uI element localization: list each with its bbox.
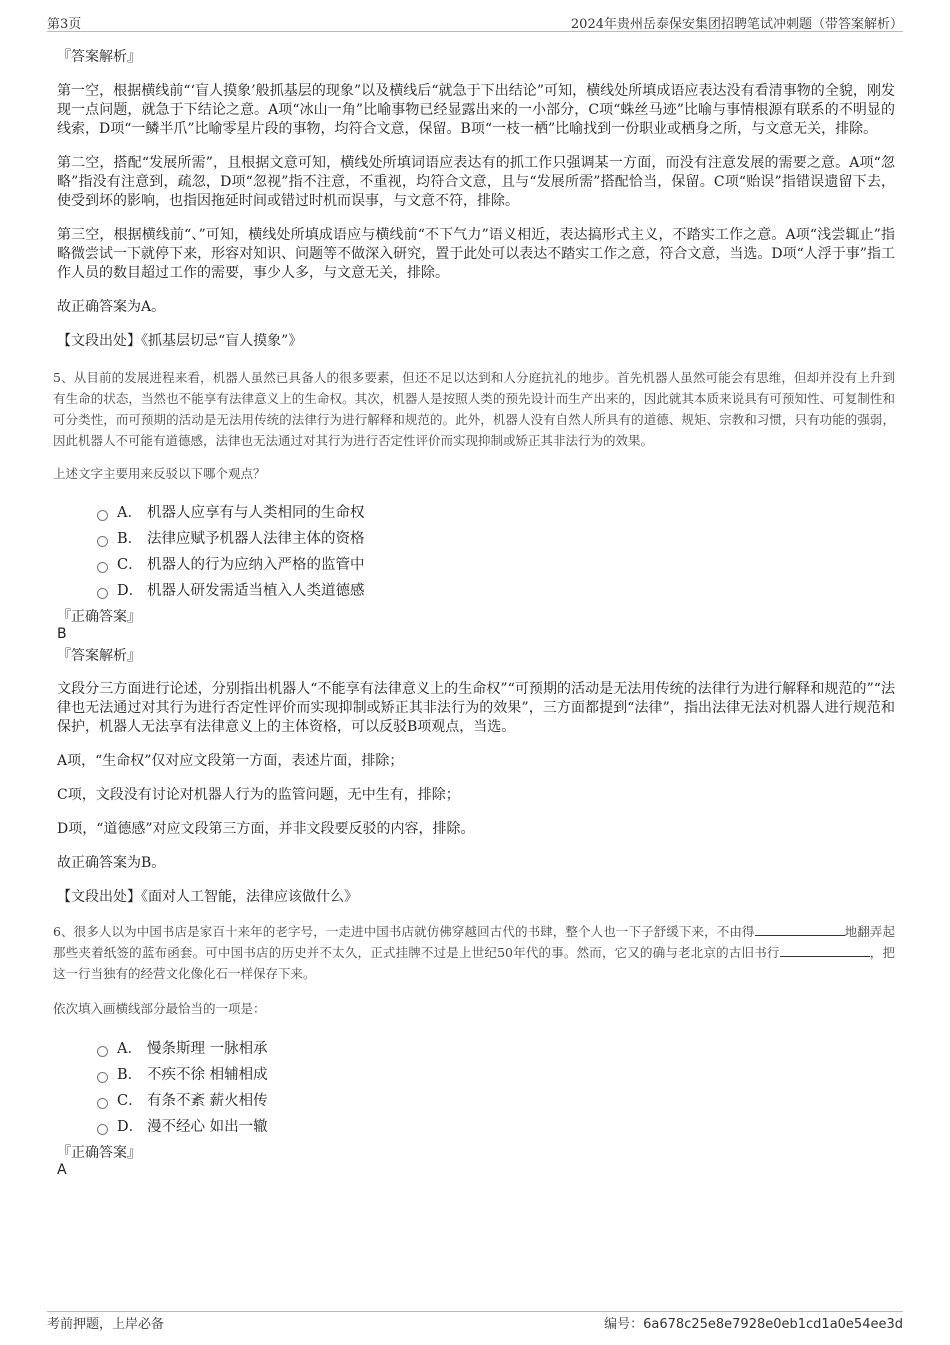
radio-icon[interactable] (97, 510, 108, 521)
radio-icon[interactable] (97, 536, 108, 547)
blank-1 (755, 923, 845, 936)
page-number: 第3页 (47, 17, 82, 32)
page-header (47, 13, 903, 32)
analysis-4-p3: 第三空，根据横线前“、”可知，横线处所填成语应与横线前“不下气力”语义相近，表达搞形式主义，不踏实工作之意。A项“浅尝辄止”指略微尝试一下就停下来，形容对知识、问题等不做深入研究，置于此处可以表达不踏实工作之意，符合文意，当选。D项“人浮于事”指工作人员的数目超过工作的需要，事少人多，与文意无关，排除。 (57, 227, 895, 281)
answer-summary-5: 故正确答案为B。 (57, 855, 166, 871)
question-5: 5、从目前的发展进程来看，机器人虽然已具备人的很多要素，但还不足以达到和人分庭抗礼的地步。首先机器人虽然可能会有思维，但却并没有上升到有生命的状态，当然也不能享有法律意义上的生命权。其次，机器人是按照人类的预先设计而生产出来的，因此就其本质来说具有可预知性、可复制性和可分类性，而可预期的活动是无法用传统的法律行为进行解释和规范的。此外，机器人没有自然人所具有的道德、规矩、宗教和习惯，只有功能的强弱，因此机器人不可能有道德感，法律也无法通过对其行为进行否定性评价而实现抑制或矫正其非法行为的效果。 (53, 370, 895, 448)
answer-summary-4: 故正确答案为A。 (57, 299, 166, 315)
radio-icon[interactable] (97, 1046, 108, 1057)
radio-icon[interactable] (97, 588, 108, 599)
analysis-5-p2: A项，“生命权”仅对应文段第一方面，表述片面，排除； (57, 753, 404, 769)
page-footer (47, 1311, 903, 1332)
radio-icon[interactable] (97, 1124, 108, 1135)
document-title: 2024年贵州岳泰保安集团招聘笔试冲刺题（带答案解析） (570, 17, 903, 32)
radio-icon[interactable] (97, 562, 108, 573)
source-4: 【文段出处】《抓基层切忌“盲人摸象”》 (57, 333, 303, 349)
analysis-5-p1: 文段分三方面进行论述，分别指出机器人“不能享有法律意义上的生命权”“可预期的活动是无法用传统的法律行为进行解释和规范的”“法律也无法通过对其行为进行否定性评价而实现抑制或矫正其非法行为的效果”，三方面都提到“法律”，指出法律无法对机器人进行规范和保护，机器人无法享有法律意义上的主体资格，可以反驳B项观点，当选。 (57, 681, 895, 735)
radio-icon[interactable] (97, 1098, 108, 1109)
radio-icon[interactable] (97, 1072, 108, 1083)
analysis-4-p1: 第一空，根据横线前“‘盲人摸象’般抓基层的现象”以及横线后“就急于下出结论”可知，横线处所填成语应表达没有看清事物的全貌，刚发现一点问题，就急于下结论之意。A项“冰山一角”比喻事物已经显露出来的一小部分，C项“蛛丝马迹”比喻与事情根源有联系的不明显的线索，D项“一鳞半爪”比喻零星片段的事物，均符合文意，保留。B项“一枝一栖”比喻找到一份职业或栖身之所，与文意无关，排除。 (57, 83, 895, 137)
option-6-b[interactable]: B． 不疾不徐 相辅相成 (57, 1062, 895, 1088)
question-6-ask: 依次填入画横线部分最恰当的一项是： (53, 1001, 266, 1016)
question-5-ask: 上述文字主要用来反驳以下哪个观点？ (53, 466, 266, 481)
option-6-d[interactable]: D． 漫不经心 如出一辙 (57, 1114, 895, 1140)
document-code: 编号：6a678c25e8e7928e0eb1cd1a0e54ee3d (604, 1317, 903, 1332)
correct-answer-6: A (57, 1162, 67, 1178)
content (53, 46, 895, 1179)
correct-answer-5: B (57, 626, 67, 642)
option-5-c[interactable]: C． 机器人的行为应纳入严格的监管中 (57, 552, 895, 578)
footer-slogan: 考前押题，上岸必备 (47, 1317, 165, 1332)
option-5-d[interactable]: D． 机器人研发需适当植入人类道德感 (57, 578, 895, 604)
option-5-a[interactable]: A． 机器人应享有与人类相同的生命权 (57, 500, 895, 526)
analysis-5-p3: C项，文段没有讨论对机器人行为的监管问题，无中生有，排除； (57, 787, 460, 803)
option-6-a[interactable]: A． 慢条斯理 一脉相承 (57, 1036, 895, 1062)
blank-2 (780, 944, 870, 957)
analysis-label-5: 『答案解析』 (57, 648, 141, 664)
question-5-options (57, 500, 895, 604)
analysis-4-p2: 第二空，搭配“发展所需”，且根据文意可知，横线处所填词语应表达有的抓工作只强调某一方面，而没有注意发展的需要之意。A项“忽略”指没有注意到，疏忽，D项“忽视”指不注意，不重视，均符合文意，且与“发展所需”搭配恰当，保留。C项“贻误”指错误遗留下去，使受到坏的影响，也指因拖延时间或错过时机而误事，与文意不符，排除。 (57, 155, 895, 209)
analysis-label-4: 『答案解析』 (57, 49, 141, 65)
source-5: 【文段出处】《面对人工智能，法律应该做什么》 (57, 889, 358, 905)
option-5-b[interactable]: B． 法律应赋予机器人法律主体的资格 (57, 526, 895, 552)
correct-label-6: 『正确答案』 (57, 1145, 141, 1161)
option-6-c[interactable]: C． 有条不紊 薪火相传 (57, 1088, 895, 1114)
analysis-5-p4: D项，“道德感”对应文段第三方面，并非文段要反驳的内容，排除。 (57, 821, 475, 837)
question-6-options (57, 1036, 895, 1140)
question-6: 6、很多人以为中国书店是家百十来年的老字号，一走进中国书店就仿佛穿越回古代的书肆，整个人也一下子舒缓下来，不由得 地翻弄起那些夹着纸签的蓝布函套。可中国书店的历史并不太久，正式挂牌不过是上世纪50年代的事。然而，它又的确与老北京的古旧书行 ，把这一行当独有的经营文化像化石一样保存下来。 (53, 924, 895, 981)
correct-label-5: 『正确答案』 (57, 609, 141, 625)
